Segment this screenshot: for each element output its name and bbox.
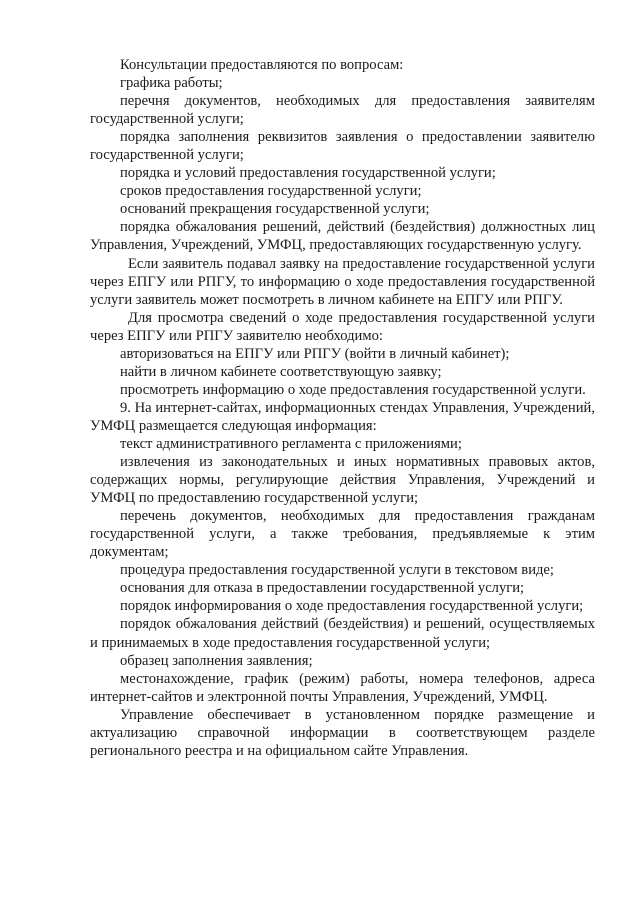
list-item-required-documents: перечень документов, необходимых для предоставления гражданам государственной услуги, а также требования, предъявляемые к этим документам; [90, 508, 595, 561]
list-item-refusal-grounds: основания для отказа в предоставлении государственной услуги; [120, 580, 525, 597]
list-item-informing-procedure: порядок информирования о ходе предоставления государственной услуги; [120, 598, 584, 615]
list-item-service-terms: сроков предоставления государственной услуги; [120, 183, 422, 200]
list-item-application-sample: образец заполнения заявления; [120, 652, 313, 669]
list-item-appeal-actions: порядок обжалования действий (бездействия) и решений, осуществляемых и принимаемых в ходе предоставления государственной услуги; [90, 616, 595, 651]
paragraph-epgu-view-intro: Для просмотра сведений о ходе предоставления государственной услуги через ЕПГУ или РПГУ заявителю необходимо: [90, 309, 595, 344]
list-item-find-application: найти в личном кабинете соответствующую заявку; [120, 363, 442, 380]
document-page [90, 56, 595, 760]
list-item-work-schedule: графика работы; [120, 75, 223, 92]
list-item-authorize: авторизоваться на ЕПГУ или РПГУ (войти в личный кабинет); [120, 345, 510, 362]
list-item-regulation-text: текст административного регламента с приложениями; [120, 435, 462, 452]
paragraph-section-9: 9. На интернет-сайтах, информационных стендах Управления, Учреждений, УМФЦ размещается следующая информация: [90, 399, 595, 434]
paragraph-consultations-intro: Консультации предоставляются по вопросам: [120, 57, 404, 73]
list-item-procedure-text: процедура предоставления государственной услуги в текстовом виде; [120, 562, 554, 579]
paragraph-registry-maintenance: Управление обеспечивает в установленном порядке размещение и актуализацию справочной информации в соответствующем разделе регионального реестра и на официальном сайте Управления. [90, 706, 595, 759]
list-item-documents-list: перечня документов, необходимых для предоставления заявителям государственной услуги; [90, 93, 595, 128]
list-item-appeal-procedure: порядка обжалования решений, действий (бездействия) должностных лиц Управления, Учреждений, УМФЦ, предоставляющих государственную услугу. [90, 219, 595, 254]
list-item-termination-grounds: оснований прекращения государственной услуги; [120, 201, 430, 218]
list-item-view-progress: просмотреть информацию о ходе предоставления государственной услуги. [120, 381, 586, 398]
list-item-procedure-conditions: порядка и условий предоставления государственной услуги; [120, 165, 496, 182]
paragraph-epgu-application: Если заявитель подавал заявку на предоставление государственной услуги через ЕПГУ или РПГУ, то информацию о ходе предоставления государственной услуги заявитель может посмотреть в личном кабинете на ЕПГУ или РПГУ. [90, 255, 595, 308]
list-item-application-filling: порядка заполнения реквизитов заявления о предоставлении заявителю государственной услуги; [90, 129, 595, 164]
list-item-legal-extracts: извлечения из законодательных и иных нормативных правовых актов, содержащих нормы, регулирующие действия Управления, Учреждений и УМФЦ по предоставлению государственной услуги; [90, 454, 595, 507]
list-item-contacts: местонахождение, график (режим) работы, номера телефонов, адреса интернет-сайтов и электронной почты Управления, Учреждений, УМФЦ. [90, 670, 595, 705]
